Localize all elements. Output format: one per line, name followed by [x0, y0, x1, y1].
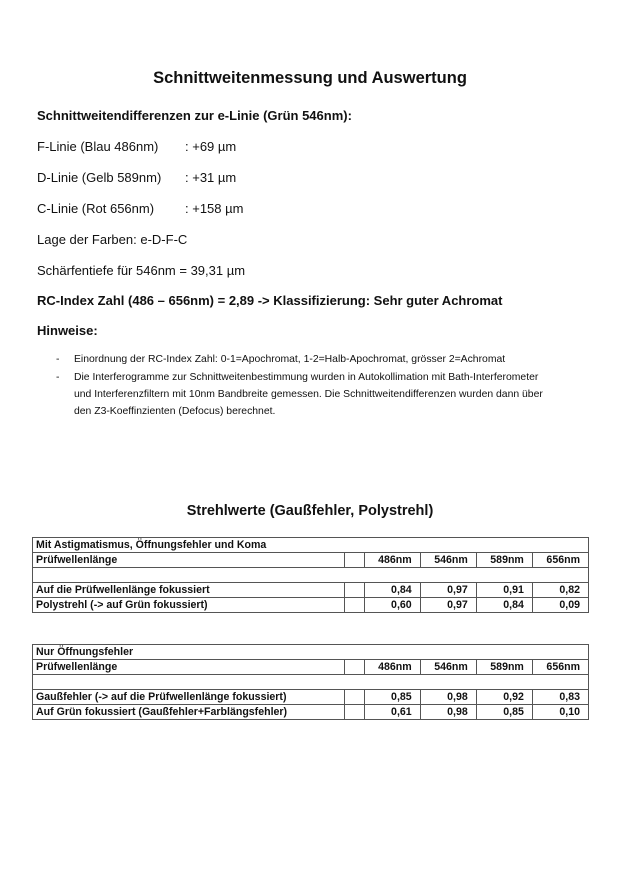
spacer-cell	[344, 598, 364, 613]
column-header: 486nm	[364, 553, 420, 568]
c-line-label: C-Linie (Rot 656nm)	[37, 201, 155, 216]
value-cell: 0,91	[476, 583, 532, 598]
table-title-row	[33, 538, 589, 553]
value-cell: 0,82	[532, 583, 588, 598]
column-header: 656nm	[532, 660, 588, 675]
value-cell: 0,98	[420, 690, 476, 705]
value-cell: 0,84	[476, 598, 532, 613]
notes-heading: Hinweise:	[37, 323, 98, 338]
c-line-value: : +158 µm	[185, 201, 244, 216]
value-cell: 0,85	[476, 705, 532, 720]
table-row	[33, 705, 589, 720]
table-title: Mit Astigmatismus, Öffnungsfehler und Koma	[33, 538, 589, 553]
f-line-row	[37, 139, 236, 154]
note-item	[56, 369, 556, 420]
note-item	[56, 351, 556, 368]
column-header: 486nm	[364, 660, 420, 675]
strehl-table-1	[32, 537, 589, 613]
value-cell: 0,60	[364, 598, 420, 613]
note-text: Die Interferogramme zur Schnittweitenbestimmung wurden in Autokollimation mit Bath-Interferometer und Interferenzfiltern mit 10nm Bandbreite gemessen. Die Schnittweitendifferenzen wurden dann über den Z3-Koeffinzienten (Defocus) berechnet.	[74, 372, 543, 417]
d-line-value: : +31 µm	[185, 170, 237, 185]
differences-heading: Schnittweitendifferenzen zur e-Linie (Grün 546nm):	[37, 108, 352, 123]
value-cell: 0,85	[364, 690, 420, 705]
spacer-cell	[344, 690, 364, 705]
table-title-row	[33, 645, 589, 660]
value-cell: 0,61	[364, 705, 420, 720]
row-label: Polystrehl (-> auf Grün fokussiert)	[33, 598, 345, 613]
header-label: Prüfwellenlänge	[33, 660, 345, 675]
column-header: 589nm	[476, 660, 532, 675]
header-label: Prüfwellenlänge	[33, 553, 345, 568]
value-cell: 0,98	[420, 705, 476, 720]
value-cell: 0,84	[364, 583, 420, 598]
notes-list	[56, 351, 556, 421]
strehl-heading: Strehlwerte (Gaußfehler, Polystrehl)	[186, 503, 434, 519]
value-cell: 0,10	[532, 705, 588, 720]
row-label: Auf die Prüfwellenlänge fokussiert	[33, 583, 345, 598]
column-header: 589nm	[476, 553, 532, 568]
c-line-row	[37, 201, 243, 216]
blank-row	[33, 568, 589, 583]
table-title: Nur Öffnungsfehler	[33, 645, 589, 660]
value-cell: 0,97	[420, 598, 476, 613]
table-row	[33, 598, 589, 613]
spacer-cell	[344, 705, 364, 720]
row-label: Gaußfehler (-> auf die Prüfwellenlänge fokussiert)	[33, 690, 345, 705]
table-row	[33, 583, 589, 598]
spacer-cell	[344, 583, 364, 598]
value-cell: 0,09	[532, 598, 588, 613]
page-title: Schnittweitenmessung und Auswertung	[153, 69, 467, 87]
strehl-table-2	[32, 644, 589, 720]
colors-position: Lage der Farben: e-D-F-C	[37, 232, 188, 247]
value-cell: 0,97	[420, 583, 476, 598]
depth-of-field: Schärfentiefe für 546nm = 39,31 µm	[37, 263, 246, 278]
bullet-dash-icon: -	[56, 354, 60, 365]
value-cell: 0,83	[532, 690, 588, 705]
f-line-value: : +69 µm	[185, 139, 237, 154]
rc-index: RC-Index Zahl (486 – 656nm) = 2,89 -> Klassifizierung: Sehr guter Achromat	[37, 293, 503, 308]
row-label: Auf Grün fokussiert (Gaußfehler+Farblängsfehler)	[33, 705, 345, 720]
column-header: 546nm	[420, 553, 476, 568]
d-line-label: D-Linie (Gelb 589nm)	[37, 170, 162, 185]
table-row	[33, 690, 589, 705]
f-line-label: F-Linie (Blau 486nm)	[37, 139, 159, 154]
spacer-cell	[344, 553, 364, 568]
bullet-dash-icon: -	[56, 372, 60, 383]
column-header: 656nm	[532, 553, 588, 568]
table-header-row	[33, 553, 589, 568]
blank-row	[33, 675, 589, 690]
column-header: 546nm	[420, 660, 476, 675]
note-text: Einordnung der RC-Index Zahl: 0-1=Apochromat, 1-2=Halb-Apochromat, grösser 2=Achromat	[74, 354, 506, 365]
spacer-cell	[344, 660, 364, 675]
d-line-row	[37, 170, 236, 185]
table-header-row	[33, 660, 589, 675]
value-cell: 0,92	[476, 690, 532, 705]
